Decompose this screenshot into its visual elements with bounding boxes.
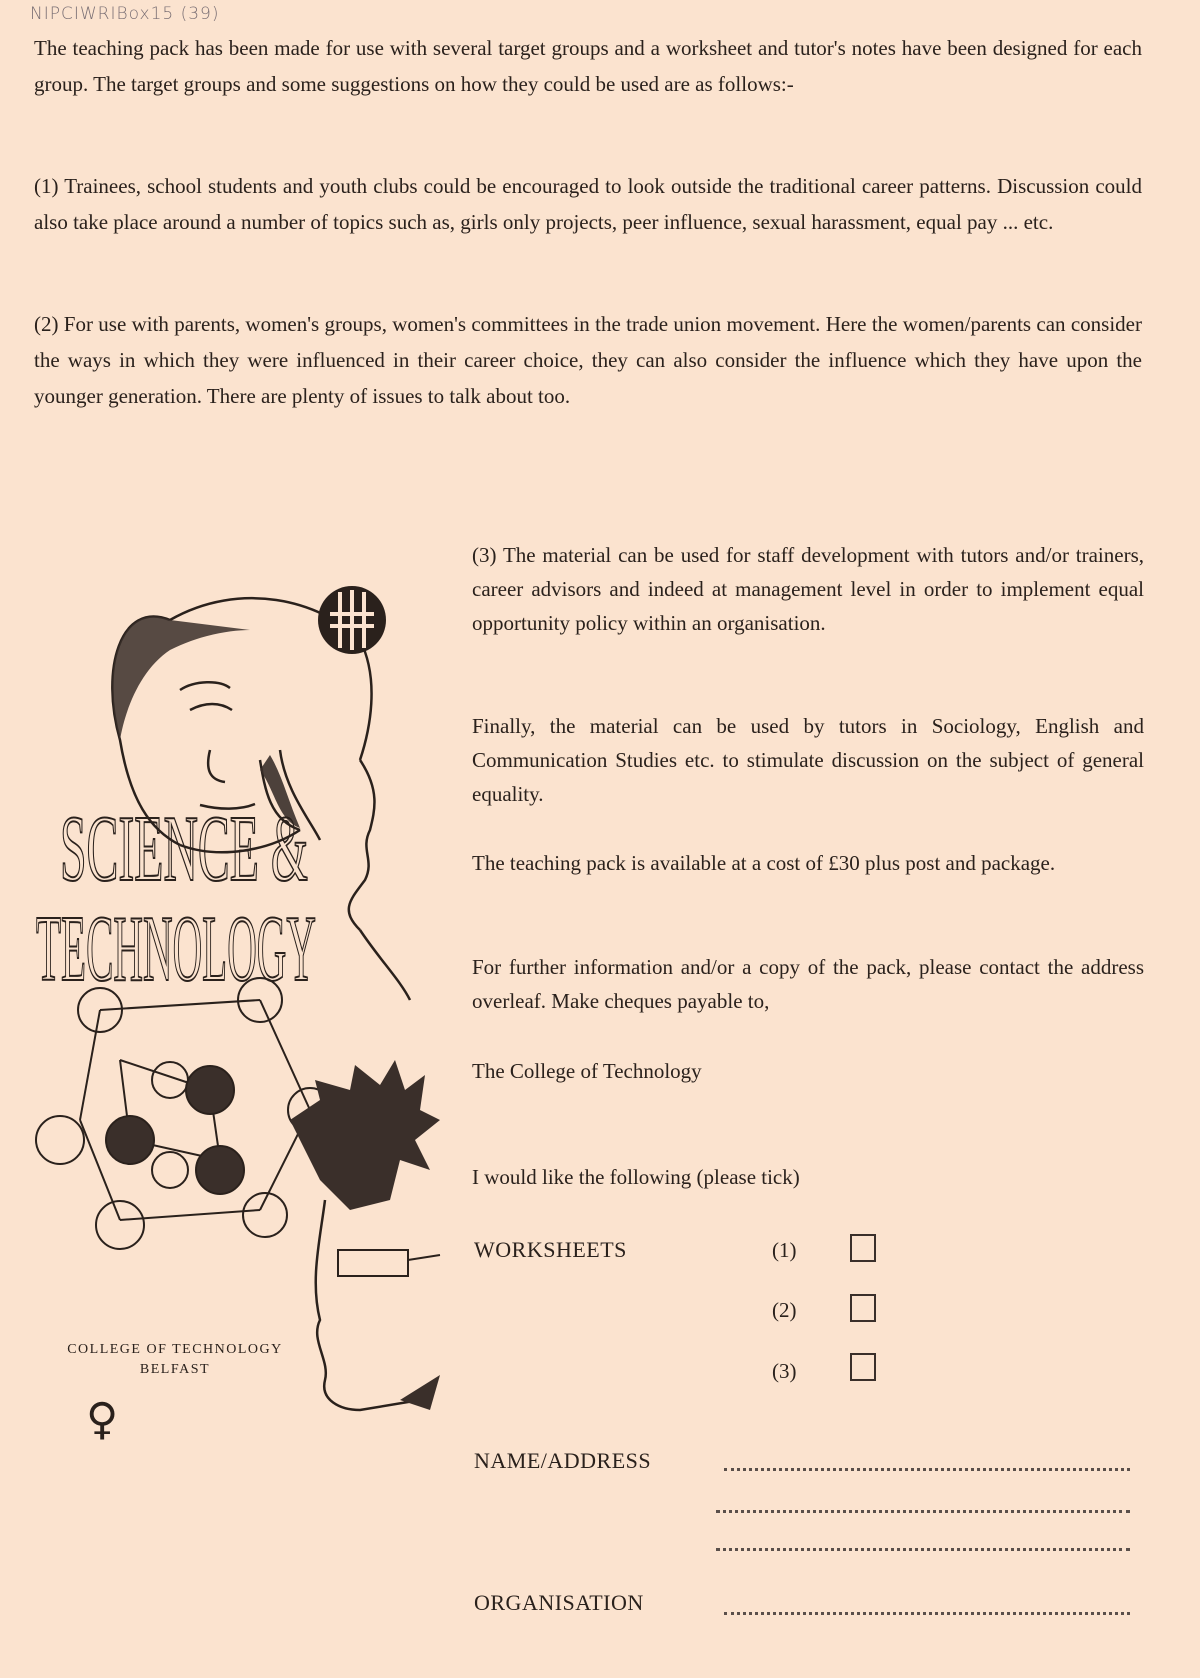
worksheet-1-checkbox[interactable] <box>850 1234 876 1262</box>
tick-instruction: I would like the following (please tick) <box>472 1165 800 1189</box>
venus-symbol-icon: ♀ <box>86 1394 119 1445</box>
worksheet-option-2-label: (2) <box>772 1298 797 1322</box>
target-group-1-paragraph: (1) Trainees, school students and youth clubs could be encouraged to look outside the traditional career patterns. Discussion could also take place around a number of topics such as, girls only projects, peer influence, sexual harassment, equal pay ... etc. <box>34 174 1142 234</box>
name-address-field-line-3[interactable] <box>716 1548 1130 1551</box>
archive-reference: NIPCIWRIBox15 (39) <box>30 4 220 24</box>
worksheets-label: WORKSHEETS <box>474 1237 627 1262</box>
target-group-3-paragraph: (3) The material can be used for staff development with tutors and/or trainers, career advisors and indeed at management level in order to implement equal opportunity policy within an organisation. <box>472 543 1144 635</box>
worksheet-2-checkbox[interactable] <box>850 1294 876 1322</box>
college-name-line2: BELFAST <box>139 1362 211 1377</box>
intro-paragraph: The teaching pack has been made for use with several target groups and a worksheet and tutor's notes have been designed for each group. The target groups and some suggestions on how they could be used are as follows:- <box>34 36 1142 96</box>
name-address-field-line-2[interactable] <box>716 1510 1130 1513</box>
artwork-title-science: SCIENCE & <box>60 797 308 901</box>
college-name-line1: COLLEGE OF TECHNOLOGY <box>67 1342 283 1357</box>
artwork-title-technology: TECHNOLOGY <box>36 897 316 1001</box>
target-group-2-paragraph: (2) For use with parents, women's groups, women's committees in the trade union movement. Here the women/parents can consider the ways in which they were influenced in their career choice, they can also consider the influence which they have upon the younger generation. There are plenty of issues to talk about too. <box>34 312 1142 408</box>
worksheet-3-checkbox[interactable] <box>850 1353 876 1381</box>
cost-paragraph: The teaching pack is available at a cost of £30 plus post and package. <box>472 851 1056 875</box>
contact-paragraph: For further information and/or a copy of the pack, please contact the address overleaf. Make cheques payable to, <box>472 955 1144 1013</box>
organisation-field-line[interactable] <box>724 1612 1130 1615</box>
organisation-label: ORGANISATION <box>474 1590 644 1615</box>
name-address-field-line-1[interactable] <box>724 1468 1130 1471</box>
molecule-illustration <box>36 978 332 1249</box>
college-name-caption <box>30 1340 320 1380</box>
college-emblem <box>318 586 386 654</box>
worksheet-option-3-label: (3) <box>772 1359 797 1383</box>
payee-paragraph: The College of Technology <box>472 1059 702 1083</box>
worksheet-option-1-label: (1) <box>772 1238 797 1262</box>
finally-paragraph: Finally, the material can be used by tutors in Sociology, English and Communication Studies etc. to stimulate discussion on the subject of general equality. <box>472 714 1144 806</box>
name-address-label: NAME/ADDRESS <box>474 1448 652 1473</box>
